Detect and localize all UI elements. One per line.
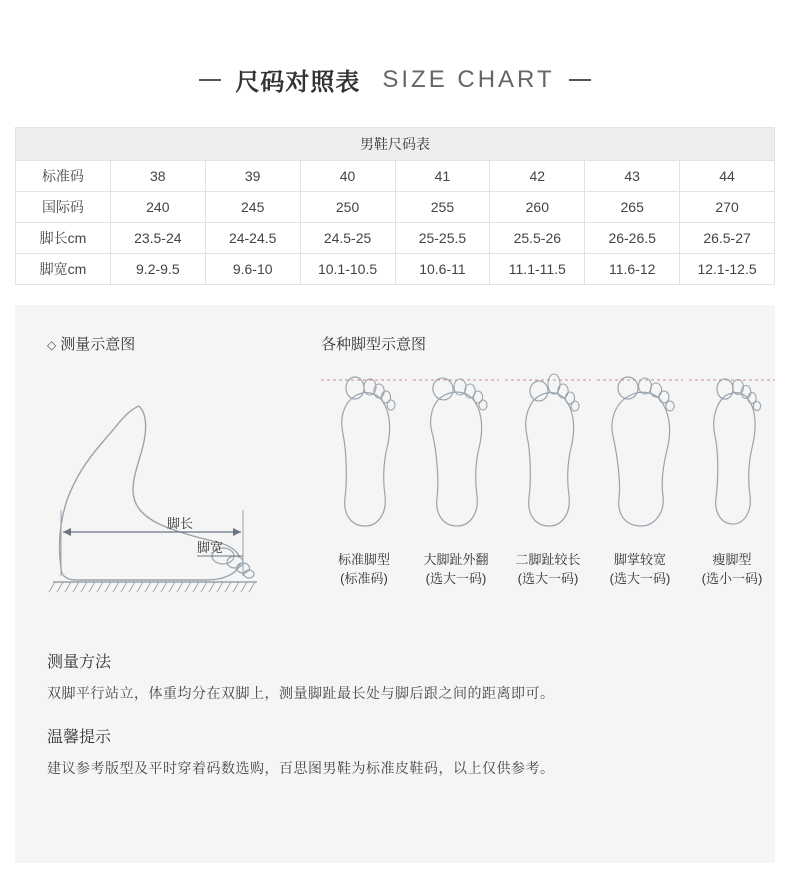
notes-section [47,649,743,779]
size-table [15,127,775,285]
foot-type-name: 二脚趾较长 [515,552,581,567]
table-cell: 25.5-26 [490,223,585,254]
page-title-en: SIZE CHART [382,65,555,93]
foot-type-item [413,364,499,588]
table-cell: 260 [490,192,585,223]
foot-outline-wide-icon [597,364,683,539]
note-block-tip [47,724,743,779]
row-label: 国际码 [16,192,111,223]
foot-type-label [597,550,683,588]
measurement-title-row [47,333,279,354]
table-cell: 41 [395,161,490,192]
table-cell: 245 [205,192,300,223]
foot-type-item [505,364,591,588]
table-cell: 12.1-12.5 [680,254,775,285]
table-cell: 265 [585,192,680,223]
table-cell: 255 [395,192,490,223]
foot-type-advice: (选大一码) [609,571,671,586]
page-title-cn: 尺码对照表 [235,69,361,96]
table-cell: 9.2-9.5 [110,254,205,285]
note-title: 测量方法 [47,654,112,671]
table-caption: 男鞋尺码表 [16,128,775,161]
foot-length-label: 脚长 [167,516,194,531]
note-title: 温馨提示 [47,729,112,746]
foot-outline-bunion-icon [413,364,499,539]
diagram-columns [47,333,763,615]
foot-types-row [321,364,775,588]
diamond-icon: ◇ [47,338,57,352]
header-dash-right [569,79,591,81]
table-row [16,192,775,223]
note-body: 双脚平行站立，体重均分在双脚上，测量脚趾最长处与脚后跟之间的距离即可。 [47,685,555,701]
table-cell: 24-24.5 [205,223,300,254]
foot-type-label [321,550,407,588]
table-cell: 38 [110,161,205,192]
page-header [0,0,790,127]
foot-type-label [505,550,591,588]
table-row [16,223,775,254]
foot-type-advice: (选小一码) [701,571,763,586]
note-body: 建议参考版型及平时穿着码数选购，百思图男鞋为标准皮鞋码，以上仅供参考。 [47,760,555,776]
foot-type-name: 标准脚型 [337,552,390,567]
table-cell: 40 [300,161,395,192]
foot-types-title: 各种脚型示意图 [321,336,427,353]
table-row [16,254,775,285]
table-cell: 9.6-10 [205,254,300,285]
foot-type-label [413,550,499,588]
note-block-method [47,649,743,704]
table-cell: 250 [300,192,395,223]
foot-type-advice: (标准码) [340,571,388,586]
foot-outline-standard-icon [321,364,407,539]
table-cell: 11.1-11.5 [490,254,585,285]
table-cell: 26-26.5 [585,223,680,254]
table-cell: 39 [205,161,300,192]
foot-type-advice: (选大一码) [517,571,579,586]
foot-types-column [297,333,775,615]
table-cell: 240 [110,192,205,223]
table-cell: 26.5-27 [680,223,775,254]
foot-outline-narrow-icon [689,364,775,539]
foot-type-label [689,550,775,588]
table-cell: 23.5-24 [110,223,205,254]
measurement-title: 测量示意图 [60,336,136,353]
foot-outline-long-second-toe-icon [505,364,591,539]
foot-type-item [597,364,683,588]
table-cell: 270 [680,192,775,223]
table-cell: 10.6-11 [395,254,490,285]
foot-type-advice: (选大一码) [425,571,487,586]
row-label: 脚长cm [16,223,111,254]
table-cell: 10.1-10.5 [300,254,395,285]
row-label: 脚宽cm [16,254,111,285]
foot-measure-diagram [47,390,259,610]
table-cell: 42 [490,161,585,192]
table-row [16,161,775,192]
measurement-column [47,333,279,615]
foot-type-name: 瘦脚型 [712,552,752,567]
table-cell: 43 [585,161,680,192]
header-dash-left [199,79,221,81]
foot-type-name: 大脚趾外翻 [423,552,489,567]
foot-type-item [689,364,775,588]
table-cell: 24.5-25 [300,223,395,254]
table-cell: 11.6-12 [585,254,680,285]
foot-width-label: 脚宽 [197,540,224,555]
row-label: 标准码 [16,161,111,192]
table-cell: 25-25.5 [395,223,490,254]
table-caption-row [16,128,775,161]
foot-type-item [321,364,407,588]
foot-type-name: 脚掌较宽 [613,552,666,567]
table-cell: 44 [680,161,775,192]
diagram-panel [15,305,775,863]
size-table-wrap [15,127,775,285]
